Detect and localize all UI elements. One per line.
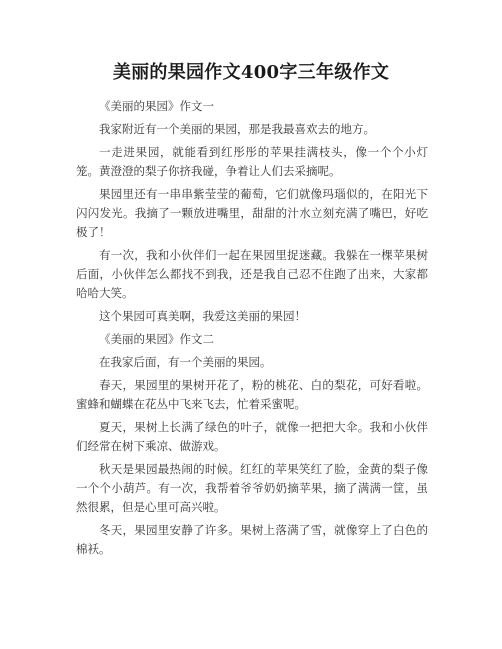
document-title: 美丽的果园作文400字三年级作文 xyxy=(112,62,390,83)
paragraph: 夏天，果树上长满了绿色的叶子，就像一把把大伞。我和小伙伴们经常在树下乘凉、做游戏。 xyxy=(76,420,428,453)
paragraph: 我家附近有一个美丽的果园，那是我最喜欢去的地方。 xyxy=(99,122,375,136)
paragraph: 春天，果园里的果树开花了，粉的桃花、白的梨花，可好看啦。蜜蜂和蝴蝶在花丛中飞来飞去，忙着采蜜呢。 xyxy=(76,378,428,411)
paragraph: 一走进果园，就能看到红彤彤的苹果挂满枝头，像一个个小灯笼。黄澄澄的梨子你挤我碰，争着让人们去采摘呢。 xyxy=(76,145,428,178)
paragraph: 《美丽的果园》作文二 xyxy=(99,332,214,346)
paragraph: 这个果园可真美啊，我爱这美丽的果园！ xyxy=(99,309,306,323)
paragraph: 秋天是果园最热闹的时候。红红的苹果笑红了脸，金黄的梨子像一个个小葫芦。有一次，我帮着爷爷奶奶摘苹果，摘了满满一筐，虽然很累，但是心里可高兴啦。 xyxy=(76,462,428,514)
paragraph: 果园里还有一串串紫莹莹的葡萄，它们就像玛瑙似的，在阳光下闪闪发光。我摘了一颗放进嘴里，甜甜的汁水立刻充满了嘴巴，好吃极了！ xyxy=(76,187,428,239)
paragraph: 冬天，果园里安静了许多。果树上落满了雪，就像穿上了白色的棉袄。 xyxy=(76,523,428,556)
document-body xyxy=(76,97,428,563)
paragraph: 在我家后面，有一个美丽的果园。 xyxy=(99,355,272,369)
paragraph: 有一次，我和小伙伴们一起在果园里捉迷藏。我躲在一棵苹果树后面，小伙伴怎么都找不到我，还是我自己忍不住跑了出来，大家都哈哈大笑。 xyxy=(76,248,428,300)
paragraph: 《美丽的果园》作文一 xyxy=(99,99,214,113)
